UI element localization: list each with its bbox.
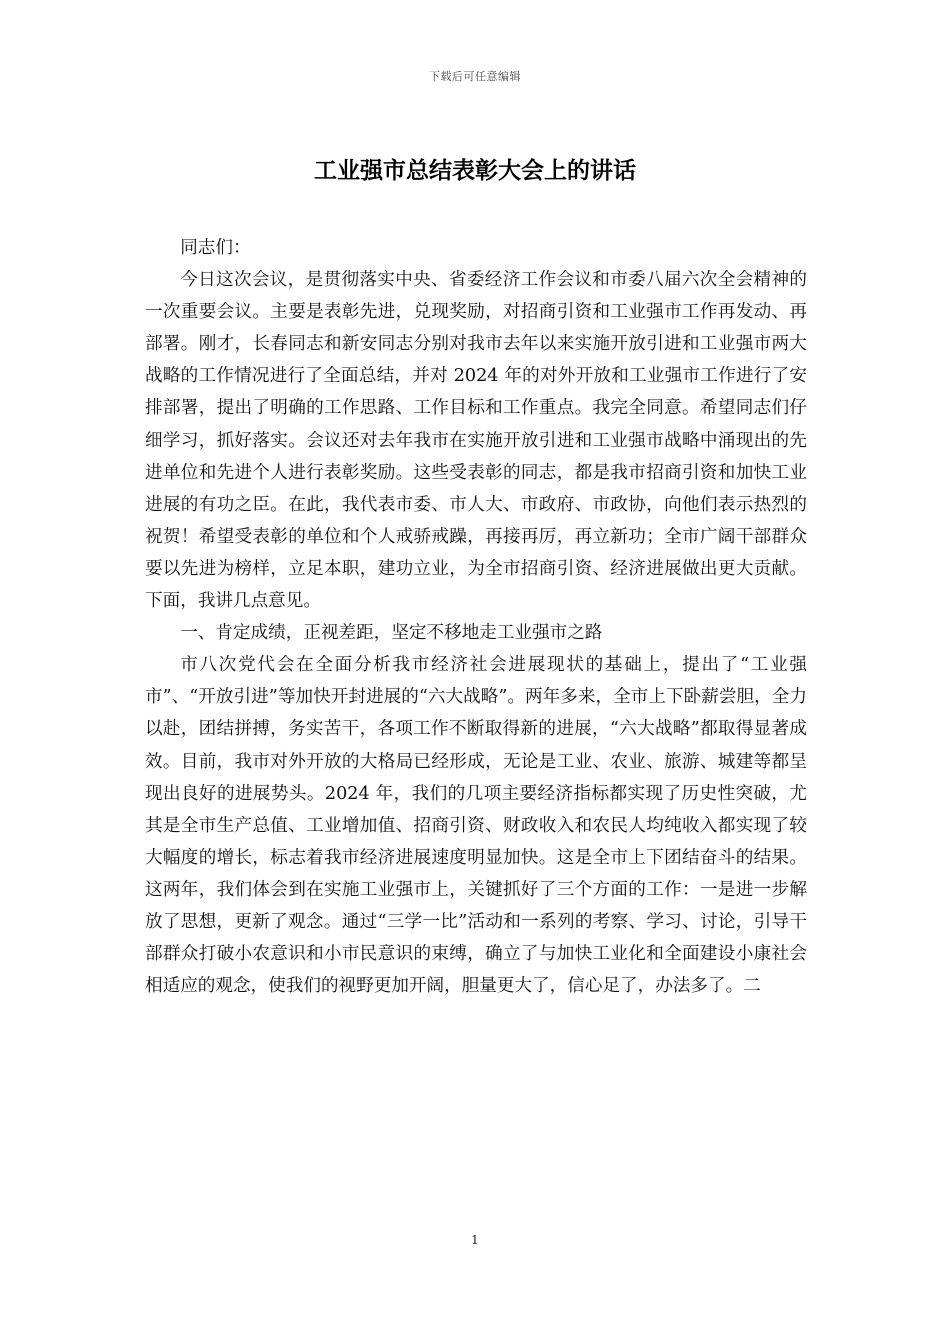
paragraph-section-1: 市八次党代会在全面分析我市经济社会进展现状的基础上，提出了“工业强市”、“开放引进”等加快开封进展的“六大战略”。两年多来，全市上下卧薪尝胆，全力以赴，团结拼搏，务实苦干，各项工作不断取得新的进展，“六大战略”都取得显著成效。目前，我市对外开放的大格局已经形成，无论是工业、农业、旅游、城建等都呈现出良好的进展势头。2024 年，我们的几项主要经济指标都实现了历史性突破，尤其是全市生产总值、工业增加值、招商引资、财政收入和农民人均纯收入都实现了较大幅度的增长，标志着我市经济进展速度明显加快。这是全市上下团结奋斗的结果。这两年，我们体会到在实施工业强市上，关键抓好了三个方面的工作：一是进一步解放了思想，更新了观念。通过“三学一比”活动和一系列的考察、学习、讨论，引导干部群众打破小农意识和小市民意识的束缚，确立了与加快工业化和全面建设小康社会相适应的观念，使我们的视野更加开阔，胆量更大了，信心足了，办法多了。二 bbox=[145, 655, 807, 997]
document-title: 工业强市总结表彰大会上的讲话 bbox=[314, 157, 636, 184]
document-body bbox=[145, 232, 807, 1002]
section-heading-1: 一、肯定成绩，正视差距，坚定不移地走工业强市之路 bbox=[180, 623, 603, 644]
paragraph-intro: 今日这次会议，是贯彻落实中央、省委经济工作会议和市委八届六次全会精神的一次重要会议。主要是表彰先进，兑现奖励，对招商引资和工业强市工作再发动、再部署。刚才，长春同志和新安同志分别对我市去年以来实施开放引进和工业强市两大战略的工作情况进行了全面总结，并对 2024 年的对外开放和工业强市工作进行了安排部署，提出了明确的工作思路、工作目标和工作重点。我完全同意。希望同志们仔细学习，抓好落实。会议还对去年我市在实施开放引进和工业强市战略中涌现出的先进单位和先进个人进行表彰奖励。这些受表彰的同志，都是我市招商引资和加快工业进展的有功之臣。在此，我代表市委、市人大、市政府、市政协，向他们表示热烈的祝贺！希望受表彰的单位和个人戒骄戒躁，再接再厉，再立新功；全市广阔干部群众要以先进为榜样，立足本职，建功立业，为全市招商引资、经济进展做出更大贡献。下面，我讲几点意见。 bbox=[145, 270, 807, 612]
page-number: 1 bbox=[471, 1233, 479, 1247]
salutation: 同志们： bbox=[180, 238, 251, 258]
header-note: 下载后可任意编辑 bbox=[429, 70, 521, 83]
